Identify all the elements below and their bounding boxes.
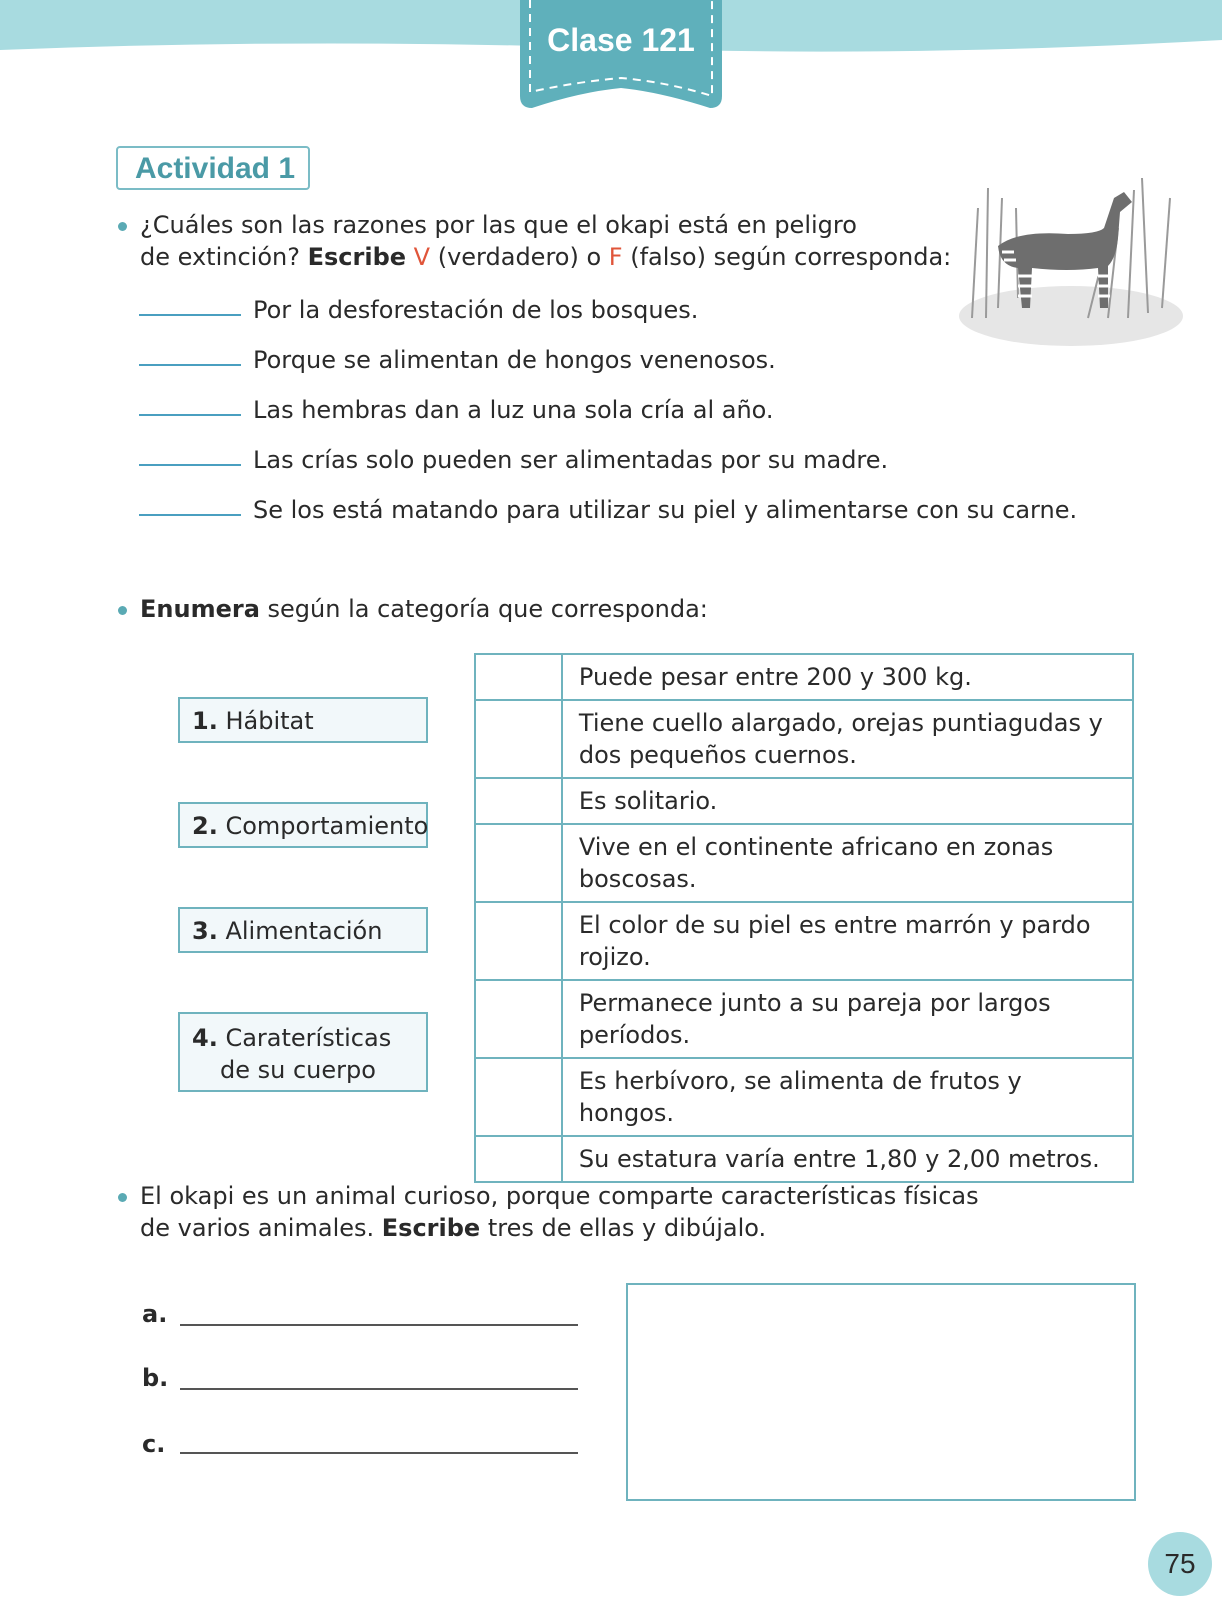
answer-blank[interactable] [139, 464, 241, 466]
answer-label-b: b. [142, 1364, 169, 1392]
description-cell: Su estatura varía entre 1,80 y 2,00 metros. [562, 1136, 1133, 1182]
table-row [475, 1058, 1133, 1136]
number-cell[interactable] [475, 1058, 562, 1136]
description-cell: Es herbívoro, se alimenta de frutos y hongos. [562, 1058, 1133, 1136]
answer-label-c: c. [142, 1430, 166, 1458]
clase-title: Clase 121 [547, 22, 695, 58]
category-box-caracteristicas: 4. Caraterísticas de su cuerpo [178, 1012, 428, 1092]
bullet-q2 [118, 606, 127, 615]
table-row [475, 1136, 1133, 1182]
q3-line1: El okapi es un animal curioso, porque comparte características físicas [140, 1182, 979, 1210]
category-box-alimentacion: 3. Alimentación [178, 907, 428, 953]
description-cell: Puede pesar entre 200 y 300 kg. [562, 654, 1133, 700]
answer-blank[interactable] [139, 364, 241, 366]
number-cell[interactable] [475, 654, 562, 700]
answer-blank[interactable] [139, 314, 241, 316]
table-row [475, 824, 1133, 902]
q2-instruction: Enumera según la categoría que corresponda: [140, 595, 708, 623]
description-cell: Es solitario. [562, 778, 1133, 824]
table-row [475, 902, 1133, 980]
number-cell[interactable] [475, 778, 562, 824]
category-box-habitat: 1. Hábitat [178, 697, 428, 743]
table-row [475, 700, 1133, 778]
q1-line1: ¿Cuáles son las razones por las que el okapi está en peligro [140, 211, 857, 239]
table-row [475, 980, 1133, 1058]
description-cell: Permanece junto a su pareja por largos períodos. [562, 980, 1133, 1058]
answer-line-c[interactable] [180, 1452, 578, 1454]
enumeration-table [474, 653, 1134, 1183]
answer-line-a[interactable] [180, 1324, 578, 1326]
number-cell[interactable] [475, 824, 562, 902]
q1-item: Se los está matando para utilizar su piel y alimentarse con su carne. [253, 496, 1078, 524]
q1-item: Las hembras dan a luz una sola cría al año. [253, 396, 774, 424]
number-cell[interactable] [475, 1136, 562, 1182]
answer-blank[interactable] [139, 514, 241, 516]
q1-item: Las crías solo pueden ser alimentadas por su madre. [253, 446, 889, 474]
drawing-box[interactable] [626, 1283, 1136, 1501]
answer-blank[interactable] [139, 414, 241, 416]
q1-item: Por la desforestación de los bosques. [253, 296, 699, 324]
category-box-comportamiento: 2. Comportamiento [178, 802, 428, 848]
actividad-title-box [116, 146, 310, 190]
q3-line2: de varios animales. Escribe tres de ellas y dibújalo. [140, 1214, 767, 1242]
description-cell: Vive en el continente africano en zonas boscosas. [562, 824, 1133, 902]
actividad-title: Actividad 1 [134, 152, 296, 185]
page-number: 75 [1148, 1532, 1212, 1596]
bullet-q1 [118, 222, 127, 231]
table-row [475, 654, 1133, 700]
number-cell[interactable] [475, 902, 562, 980]
number-cell[interactable] [475, 700, 562, 778]
answer-label-a: a. [142, 1300, 168, 1328]
description-cell: El color de su piel es entre marrón y pardo rojizo. [562, 902, 1133, 980]
description-cell: Tiene cuello alargado, orejas puntiagudas y dos pequeños cuernos. [562, 700, 1133, 778]
table-row [475, 778, 1133, 824]
answer-line-b[interactable] [180, 1388, 578, 1390]
bullet-q3 [118, 1193, 127, 1202]
number-cell[interactable] [475, 980, 562, 1058]
q1-line2: de extinción? Escribe V (verdadero) o F (falso) según corresponda: [140, 243, 952, 271]
q1-item: Porque se alimentan de hongos venenosos. [253, 346, 776, 374]
okapi-illustration [958, 168, 1184, 348]
